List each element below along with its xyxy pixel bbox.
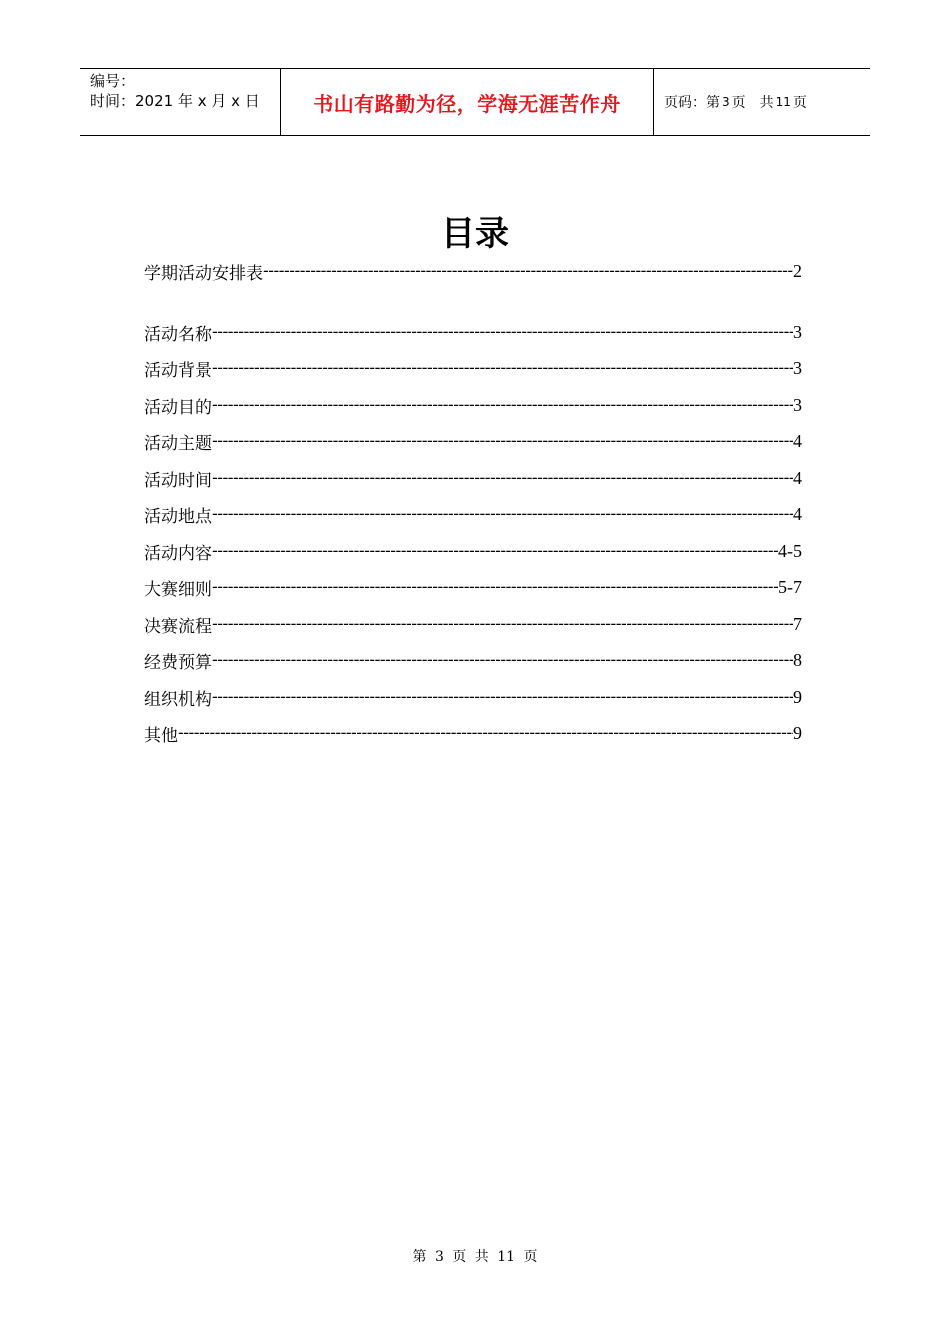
toc-entry-leader: [212, 504, 793, 524]
toc-entry-label: 活动主题: [144, 433, 212, 454]
toc-entry[interactable]: [144, 317, 802, 347]
header-motto: 书山有路勤为径，学海无涯苦作舟: [313, 91, 621, 116]
toc-entry-label: 活动地点: [144, 506, 212, 527]
toc-entry-label: 活动目的: [144, 397, 212, 418]
page-footer: 第 3 页 共 11 页: [412, 1249, 538, 1265]
toc-entry[interactable]: [144, 609, 802, 639]
page-current: 3: [722, 95, 730, 109]
header-page-cell: [654, 69, 870, 135]
page-header: [80, 68, 870, 136]
toc-entry-page: 9: [793, 686, 802, 707]
toc-entry-leader: [212, 614, 793, 634]
toc-entry-leader: [263, 261, 793, 281]
toc-entry[interactable]: [144, 463, 802, 493]
toc-entry-page: 3: [793, 357, 802, 378]
toc-entry-page: 5-7: [778, 576, 802, 597]
toc-entry-page: 3: [793, 394, 802, 415]
page-total: 11: [775, 95, 791, 109]
page-suffix: 页: [792, 95, 807, 111]
document-date-label: 时间：2021 年 x 月 x 日: [90, 92, 260, 110]
toc-entry-leader: [212, 687, 793, 707]
toc-entry-page: 4: [793, 467, 802, 488]
toc-entry-page: 8: [793, 649, 802, 670]
toc-entry-label: 活动背景: [144, 360, 212, 381]
toc-entry[interactable]: [144, 572, 802, 602]
toc-entry-label: 活动名称: [144, 324, 212, 345]
toc-entry[interactable]: [144, 718, 802, 748]
toc-entry-label: 决赛流程: [144, 616, 212, 637]
toc-entry-label: 组织机构: [144, 689, 212, 710]
header-info-cell: [80, 69, 281, 135]
toc-entry[interactable]: [144, 499, 802, 529]
toc-entry[interactable]: [144, 536, 802, 566]
toc-entry[interactable]: [144, 645, 802, 675]
toc-entry[interactable]: [144, 390, 802, 420]
toc-entry[interactable]: [144, 256, 802, 286]
toc-entry-leader: [212, 358, 793, 378]
toc-entry-leader: [212, 577, 778, 597]
toc-entry-page: 4-5: [778, 540, 802, 561]
toc-entry-page: 9: [793, 722, 802, 743]
toc-entry-label: 其他: [144, 725, 178, 746]
toc-entry-leader: [212, 468, 793, 488]
toc-entry[interactable]: [144, 682, 802, 712]
document-number-label: 编号：: [90, 72, 136, 90]
toc-entry-leader: [212, 650, 793, 670]
toc-entry-page: 2: [793, 260, 802, 281]
toc-title: 目录: [441, 214, 509, 254]
toc-entry-leader: [178, 723, 793, 743]
page-prefix: 页码：第: [664, 95, 720, 111]
toc-entry-leader: [212, 395, 793, 415]
toc-entry-label: 学期活动安排表: [144, 263, 263, 284]
toc-entry[interactable]: [144, 353, 802, 383]
toc-entry-page: 4: [793, 430, 802, 451]
toc-entry-leader: [212, 431, 793, 451]
toc-entry-page: 3: [793, 321, 802, 342]
toc-entry[interactable]: [144, 426, 802, 456]
toc-entry-label: 活动时间: [144, 470, 212, 491]
toc-entry-leader: [212, 322, 793, 342]
toc-entry-label: 经费预算: [144, 652, 212, 673]
page-mid: 页 共: [731, 95, 774, 111]
toc-entry-label: 大赛细则: [144, 579, 212, 600]
toc-entry-leader: [212, 541, 778, 561]
header-motto-cell: [281, 69, 654, 135]
toc-entry-page: 7: [793, 613, 802, 634]
toc-entry-label: 活动内容: [144, 543, 212, 564]
toc-entry-page: 4: [793, 503, 802, 524]
